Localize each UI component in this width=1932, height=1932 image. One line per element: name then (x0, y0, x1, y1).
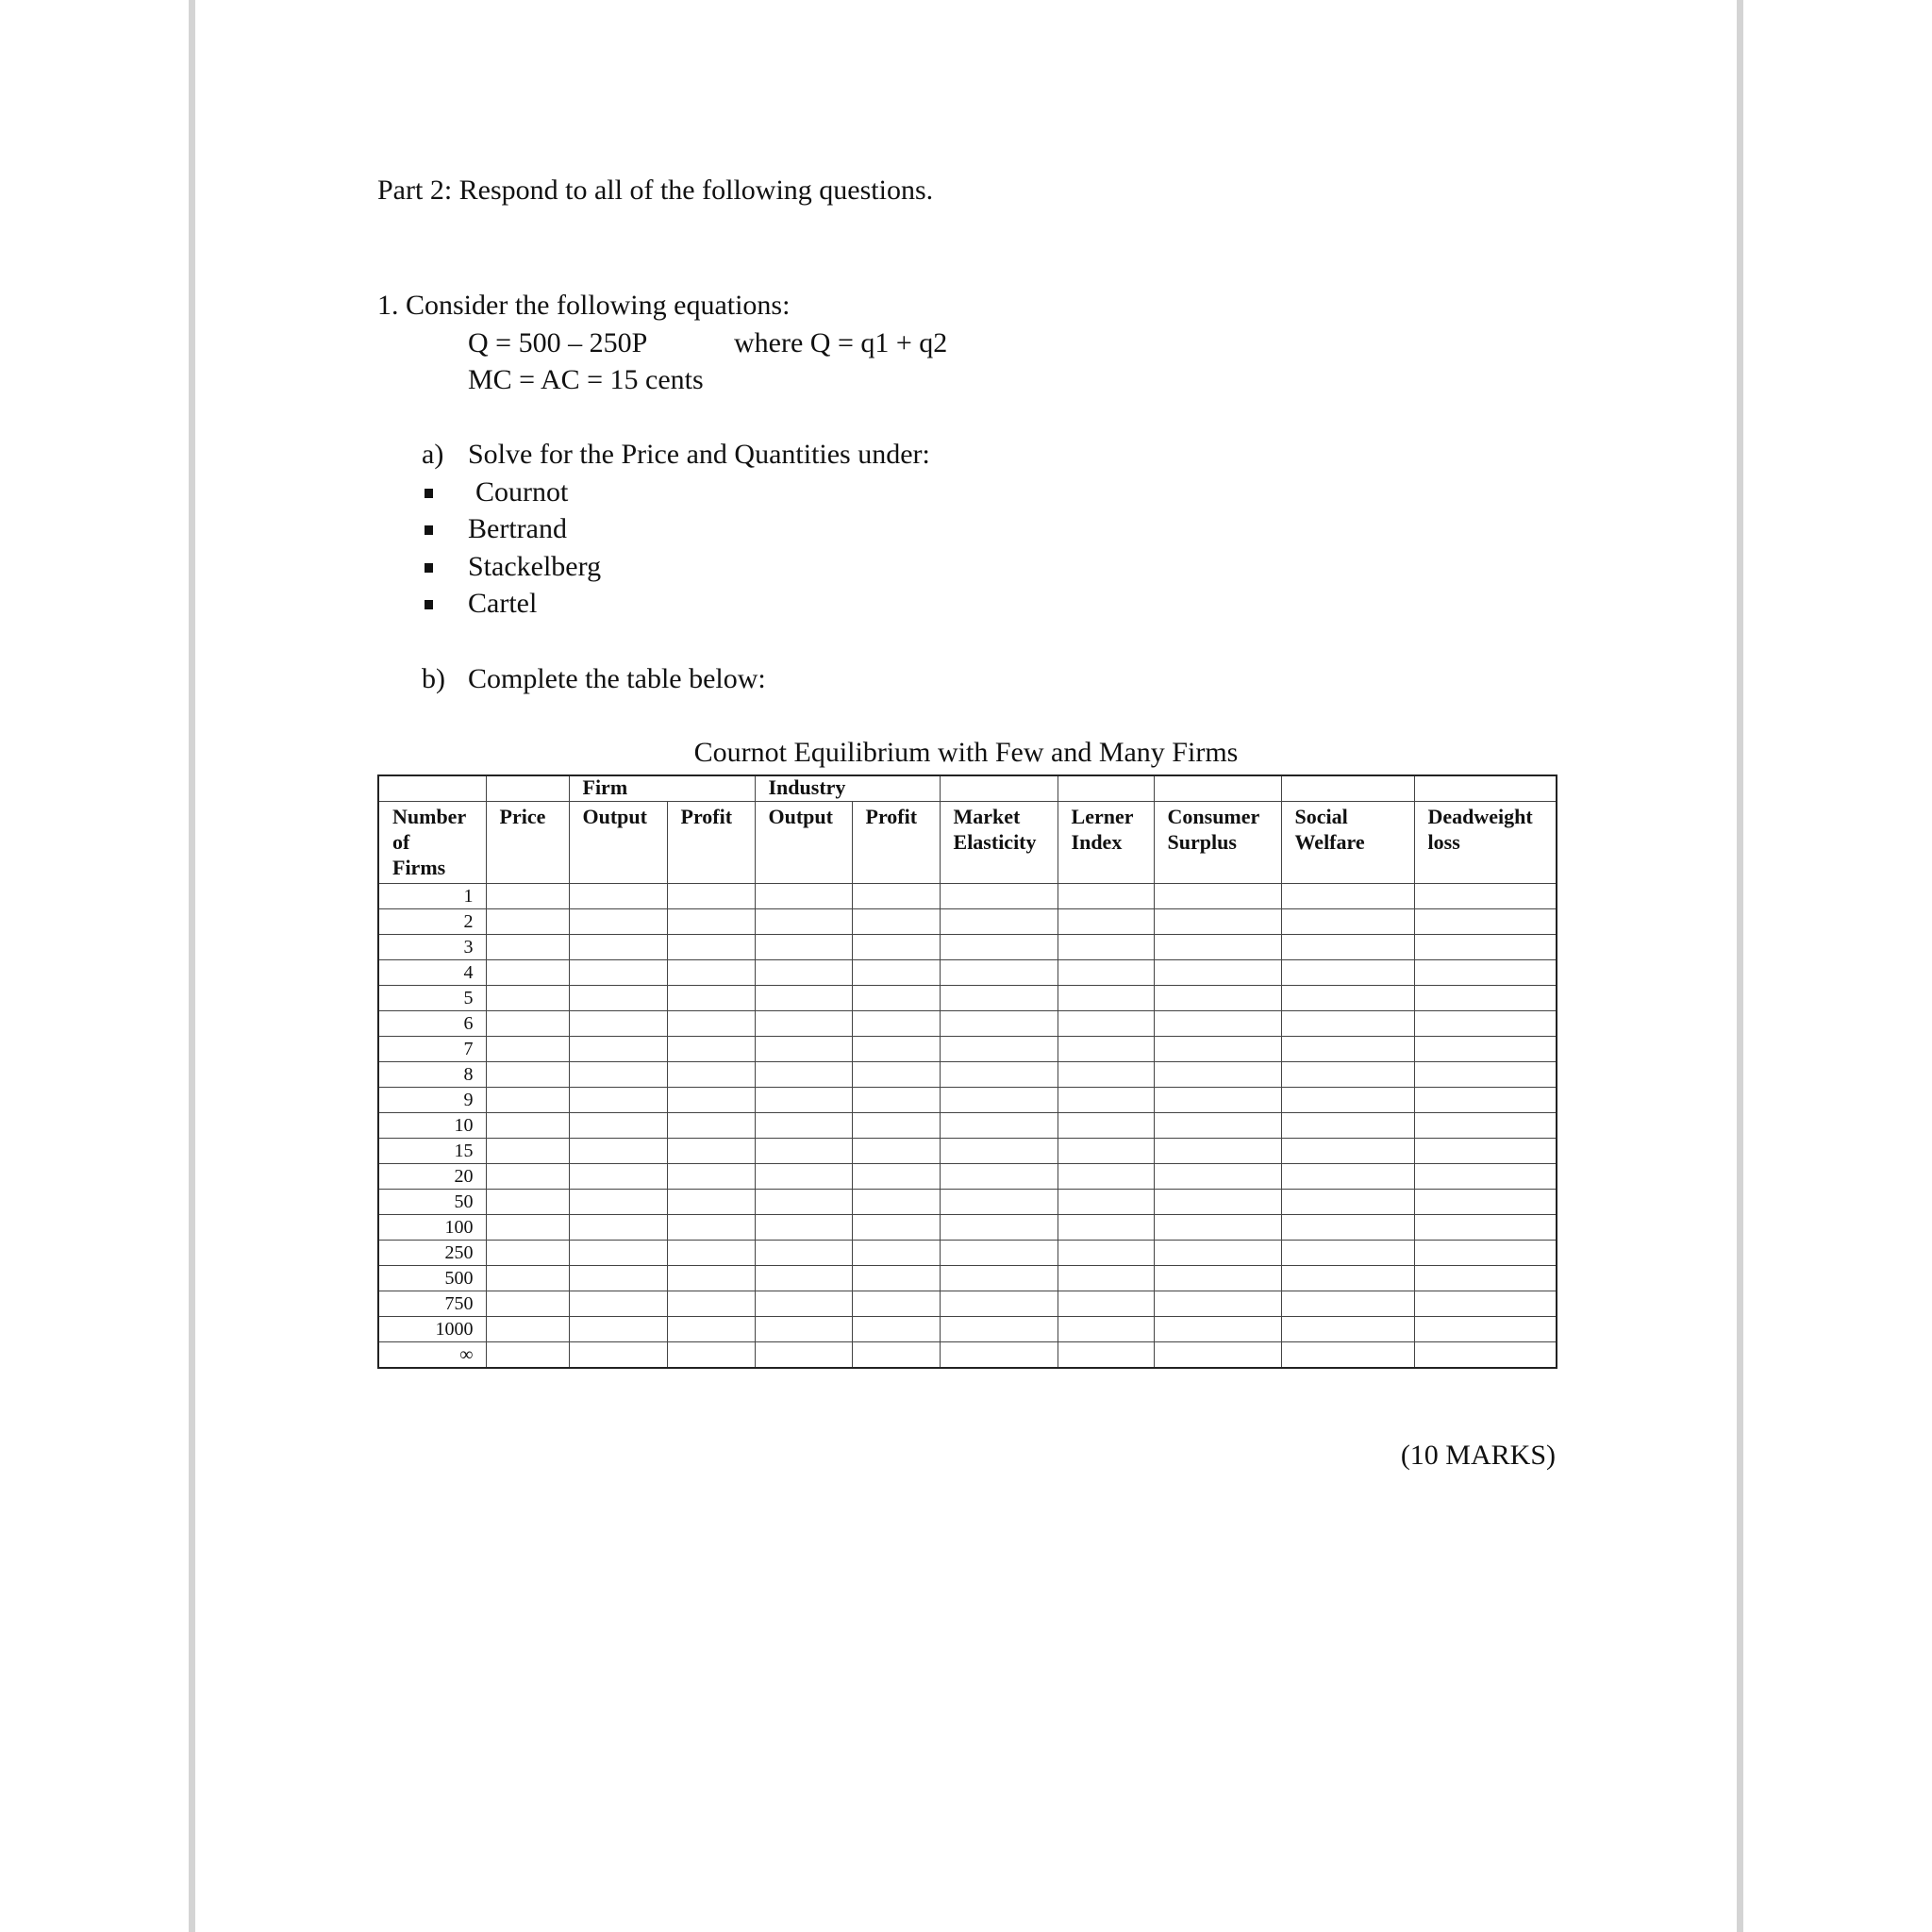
table-row (378, 1011, 1557, 1037)
cost-equation: MC = AC = 15 cents (468, 364, 704, 395)
answer-cell[interactable] (940, 1088, 1058, 1113)
header-line: Price (499, 805, 546, 828)
header-line: Profit (680, 805, 733, 828)
answer-cell[interactable] (755, 986, 852, 1011)
answer-cell[interactable] (852, 1215, 940, 1241)
answer-cell[interactable] (1154, 1037, 1281, 1062)
table-row (378, 1241, 1557, 1266)
firm-count-cell: 1 (378, 884, 486, 909)
answer-cell[interactable] (1154, 1011, 1281, 1037)
answer-cell[interactable] (1058, 1062, 1154, 1088)
answer-cell[interactable] (667, 1062, 755, 1088)
answer-cell[interactable] (1281, 1011, 1414, 1037)
header-lerner-index (1058, 802, 1154, 884)
firm-group-label: Firm (582, 775, 628, 799)
answer-cell[interactable] (1414, 1190, 1557, 1215)
answer-cell[interactable] (569, 986, 667, 1011)
firm-count-cell: 9 (378, 1088, 486, 1113)
answer-cell[interactable] (755, 1291, 852, 1317)
table-row (378, 1266, 1557, 1291)
answer-cell[interactable] (1058, 960, 1154, 986)
header-line: Consumer (1167, 805, 1260, 828)
table-row (378, 1342, 1557, 1369)
table-row (378, 1291, 1557, 1317)
answer-cell[interactable] (1281, 1113, 1414, 1139)
answer-cell[interactable] (1414, 1062, 1557, 1088)
header-cell (1058, 775, 1154, 802)
header-line: Deadweight (1427, 805, 1533, 828)
answer-cell[interactable] (852, 1190, 940, 1215)
answer-cell[interactable] (667, 1266, 755, 1291)
answer-cell[interactable] (1058, 1088, 1154, 1113)
answer-cell[interactable] (755, 960, 852, 986)
header-line: Profit (865, 805, 918, 828)
answer-cell[interactable] (1281, 1164, 1414, 1190)
header-cell (378, 775, 486, 802)
table-row (378, 986, 1557, 1011)
answer-cell[interactable] (486, 1011, 569, 1037)
answer-cell[interactable] (1414, 1113, 1557, 1139)
answer-cell[interactable] (569, 1317, 667, 1342)
answer-cell[interactable] (1281, 1317, 1414, 1342)
answer-cell[interactable] (1414, 1291, 1557, 1317)
answer-cell[interactable] (940, 1317, 1058, 1342)
answer-cell[interactable] (667, 1037, 755, 1062)
table-row (378, 1088, 1557, 1113)
header-industry-profit (852, 802, 940, 884)
answer-cell[interactable] (486, 1037, 569, 1062)
answer-cell[interactable] (667, 1342, 755, 1369)
cournot-table (377, 774, 1557, 1369)
answer-cell[interactable] (852, 1062, 940, 1088)
header-number-of-firms (378, 802, 486, 884)
header-consumer-surplus (1154, 802, 1281, 884)
answer-cell[interactable] (852, 1266, 940, 1291)
answer-cell[interactable] (755, 1164, 852, 1190)
answer-cell[interactable] (1154, 1139, 1281, 1164)
item-cartel: Cartel (468, 588, 538, 619)
answer-cell[interactable] (1154, 935, 1281, 960)
answer-cell[interactable] (486, 1291, 569, 1317)
answer-cell[interactable] (569, 909, 667, 935)
bullet-icon (425, 489, 433, 498)
answer-cell[interactable] (486, 1164, 569, 1190)
firm-count-cell: 6 (378, 1011, 486, 1037)
answer-cell[interactable] (940, 909, 1058, 935)
answer-cell[interactable] (940, 1062, 1058, 1088)
answer-cell[interactable] (1281, 1266, 1414, 1291)
table-row (378, 1037, 1557, 1062)
answer-cell[interactable] (486, 1062, 569, 1088)
firm-count-cell: 20 (378, 1164, 486, 1190)
answer-cell[interactable] (1281, 1062, 1414, 1088)
answer-cell[interactable] (1281, 1241, 1414, 1266)
answer-cell[interactable] (569, 1266, 667, 1291)
answer-cell[interactable] (755, 1342, 852, 1369)
answer-cell[interactable] (1414, 960, 1557, 986)
page-left-edge (189, 0, 195, 1932)
header-firm-output (569, 802, 667, 884)
firm-count-cell: 2 (378, 909, 486, 935)
bullet-icon (425, 600, 433, 609)
table-row (378, 1164, 1557, 1190)
header-cell (1414, 775, 1557, 802)
answer-cell[interactable] (755, 884, 852, 909)
answer-cell[interactable] (852, 986, 940, 1011)
answer-cell[interactable] (1058, 986, 1154, 1011)
answer-cell[interactable] (1154, 1291, 1281, 1317)
answer-cell[interactable] (486, 986, 569, 1011)
answer-cell[interactable] (1154, 1241, 1281, 1266)
answer-cell[interactable] (569, 1342, 667, 1369)
answer-cell[interactable] (1414, 1139, 1557, 1164)
answer-cell[interactable] (1414, 1241, 1557, 1266)
firm-count-cell: 3 (378, 935, 486, 960)
header-line: Index (1071, 830, 1123, 854)
answer-cell[interactable] (1154, 960, 1281, 986)
answer-cell[interactable] (569, 884, 667, 909)
answer-cell[interactable] (940, 1291, 1058, 1317)
answer-cell[interactable] (1414, 1037, 1557, 1062)
answer-cell[interactable] (1414, 1266, 1557, 1291)
answer-cell[interactable] (1414, 884, 1557, 909)
answer-cell[interactable] (569, 1291, 667, 1317)
firm-count-cell: 8 (378, 1062, 486, 1088)
header-line: of (392, 830, 410, 854)
answer-cell[interactable] (1154, 909, 1281, 935)
answer-cell[interactable] (1414, 1011, 1557, 1037)
answer-cell[interactable] (1154, 1266, 1281, 1291)
answer-cell[interactable] (667, 986, 755, 1011)
firm-count-cell: 250 (378, 1241, 486, 1266)
answer-cell[interactable] (667, 1317, 755, 1342)
table-title: Cournot Equilibrium with Few and Many Firms (693, 737, 1239, 768)
answer-cell[interactable] (1154, 1113, 1281, 1139)
answer-cell[interactable] (755, 1113, 852, 1139)
answer-cell[interactable] (1058, 1011, 1154, 1037)
table-row (378, 1190, 1557, 1215)
answer-cell[interactable] (1058, 1342, 1154, 1369)
answer-cell[interactable] (486, 1190, 569, 1215)
answer-cell[interactable] (755, 1241, 852, 1266)
answer-cell[interactable] (486, 1342, 569, 1369)
answer-cell[interactable] (940, 1190, 1058, 1215)
answer-cell[interactable] (1414, 1215, 1557, 1241)
table-row (378, 884, 1557, 909)
table-row (378, 1317, 1557, 1342)
answer-cell[interactable] (940, 1164, 1058, 1190)
answer-cell[interactable] (667, 884, 755, 909)
answer-cell[interactable] (667, 1190, 755, 1215)
header-firm-profit (667, 802, 755, 884)
answer-cell[interactable] (1154, 884, 1281, 909)
header-price (486, 802, 569, 884)
answer-cell[interactable] (486, 1139, 569, 1164)
answer-cell[interactable] (940, 1037, 1058, 1062)
answer-cell[interactable] (1281, 960, 1414, 986)
answer-cell[interactable] (755, 1317, 852, 1342)
industry-group-header (755, 775, 940, 802)
answer-cell[interactable] (486, 1317, 569, 1342)
firm-count-cell: 5 (378, 986, 486, 1011)
answer-cell[interactable] (1154, 1190, 1281, 1215)
answer-cell[interactable] (486, 1088, 569, 1113)
header-line: Number (392, 805, 467, 828)
answer-cell[interactable] (486, 884, 569, 909)
group-header-row (378, 775, 1557, 802)
answer-cell[interactable] (755, 935, 852, 960)
answer-cell[interactable] (940, 1113, 1058, 1139)
answer-cell[interactable] (1281, 1291, 1414, 1317)
answer-cell[interactable] (569, 1215, 667, 1241)
answer-cell[interactable] (569, 1062, 667, 1088)
answer-cell[interactable] (569, 1088, 667, 1113)
part-a-text: Solve for the Price and Quantities under: (468, 439, 930, 470)
answer-cell[interactable] (667, 1113, 755, 1139)
answer-cell[interactable] (1281, 986, 1414, 1011)
answer-cell[interactable] (667, 1088, 755, 1113)
answer-cell[interactable] (755, 1266, 852, 1291)
answer-cell[interactable] (667, 1215, 755, 1241)
firm-count-cell: ∞ (378, 1342, 486, 1369)
answer-cell[interactable] (1058, 1215, 1154, 1241)
answer-cell[interactable] (852, 909, 940, 935)
item-stackelberg: Stackelberg (468, 551, 602, 582)
firm-count-cell: 7 (378, 1037, 486, 1062)
page-right-edge (1737, 0, 1743, 1932)
answer-cell[interactable] (667, 960, 755, 986)
firm-count-cell: 15 (378, 1139, 486, 1164)
marks-label: (10 MARKS) (1400, 1440, 1556, 1471)
header-industry-output (755, 802, 852, 884)
bullet-icon (425, 563, 433, 573)
answer-cell[interactable] (667, 1011, 755, 1037)
answer-cell[interactable] (940, 960, 1058, 986)
demand-equation: Q = 500 – 250P (468, 327, 648, 358)
question-1-intro: 1. Consider the following equations: (377, 290, 791, 321)
answer-cell[interactable] (852, 884, 940, 909)
answer-cell[interactable] (1281, 1190, 1414, 1215)
answer-cell[interactable] (486, 1241, 569, 1266)
firm-count-cell: 50 (378, 1190, 486, 1215)
answer-cell[interactable] (1058, 884, 1154, 909)
answer-cell[interactable] (852, 1291, 940, 1317)
item-cournot: Cournot (475, 476, 569, 508)
header-line: Elasticity (953, 830, 1037, 854)
table-row (378, 935, 1557, 960)
answer-cell[interactable] (755, 1088, 852, 1113)
answer-cell[interactable] (569, 1190, 667, 1215)
answer-cell[interactable] (1281, 909, 1414, 935)
part-b-text: Complete the table below: (468, 663, 766, 694)
answer-cell[interactable] (852, 1317, 940, 1342)
answer-cell[interactable] (486, 935, 569, 960)
firm-count-cell: 500 (378, 1266, 486, 1291)
firm-count-cell: 4 (378, 960, 486, 986)
answer-cell[interactable] (852, 1088, 940, 1113)
answer-cell[interactable] (852, 935, 940, 960)
answer-cell[interactable] (940, 1011, 1058, 1037)
table-row (378, 909, 1557, 935)
part-a-label: a) (422, 439, 444, 470)
answer-cell[interactable] (940, 1266, 1058, 1291)
answer-cell[interactable] (1058, 1291, 1154, 1317)
table-row (378, 960, 1557, 986)
column-header-row (378, 802, 1557, 884)
table-row (378, 1139, 1557, 1164)
header-social-welfare (1281, 802, 1414, 884)
header-line: Output (582, 805, 647, 828)
answer-cell[interactable] (1281, 1088, 1414, 1113)
answer-cell[interactable] (569, 960, 667, 986)
answer-cell[interactable] (1414, 909, 1557, 935)
answer-cell[interactable] (940, 884, 1058, 909)
answer-cell[interactable] (852, 1113, 940, 1139)
quantity-definition: where Q = q1 + q2 (734, 327, 948, 358)
header-cell (940, 775, 1058, 802)
header-cell (1154, 775, 1281, 802)
answer-cell[interactable] (486, 960, 569, 986)
answer-cell[interactable] (486, 1266, 569, 1291)
answer-cell[interactable] (755, 909, 852, 935)
answer-cell[interactable] (852, 1139, 940, 1164)
answer-cell[interactable] (755, 1139, 852, 1164)
answer-cell[interactable] (1154, 986, 1281, 1011)
answer-cell[interactable] (569, 1037, 667, 1062)
answer-cell[interactable] (755, 1062, 852, 1088)
answer-cell[interactable] (755, 1190, 852, 1215)
header-line: Market (953, 805, 1021, 828)
answer-cell[interactable] (1058, 1190, 1154, 1215)
header-line: Lerner (1071, 805, 1134, 828)
answer-cell[interactable] (755, 1037, 852, 1062)
answer-cell[interactable] (1058, 1113, 1154, 1139)
header-market-elasticity (940, 802, 1058, 884)
answer-cell[interactable] (1414, 986, 1557, 1011)
industry-group-label: Industry (768, 775, 846, 799)
header-line: Social (1294, 805, 1348, 828)
answer-cell[interactable] (1281, 1215, 1414, 1241)
answer-cell[interactable] (852, 960, 940, 986)
answer-cell[interactable] (667, 1291, 755, 1317)
answer-cell[interactable] (755, 1011, 852, 1037)
header-deadweight-loss (1414, 802, 1557, 884)
answer-cell[interactable] (1058, 909, 1154, 935)
answer-cell[interactable] (1058, 1139, 1154, 1164)
answer-cell[interactable] (940, 986, 1058, 1011)
answer-cell[interactable] (940, 1139, 1058, 1164)
answer-cell[interactable] (852, 1037, 940, 1062)
answer-cell[interactable] (1154, 1342, 1281, 1369)
answer-cell[interactable] (1281, 1342, 1414, 1369)
answer-cell[interactable] (1154, 1317, 1281, 1342)
header-line: Firms (392, 856, 446, 879)
answer-cell[interactable] (940, 1215, 1058, 1241)
part-heading: Part 2: Respond to all of the following questions. (377, 175, 934, 206)
answer-cell[interactable] (569, 1139, 667, 1164)
answer-cell[interactable] (667, 935, 755, 960)
answer-cell[interactable] (852, 1241, 940, 1266)
table-body (378, 884, 1557, 1369)
header-cell (1281, 775, 1414, 802)
answer-cell[interactable] (569, 1164, 667, 1190)
answer-cell[interactable] (852, 1011, 940, 1037)
answer-cell[interactable] (1154, 1164, 1281, 1190)
header-line: Surplus (1167, 830, 1237, 854)
table-row (378, 1062, 1557, 1088)
firm-count-cell: 100 (378, 1215, 486, 1241)
answer-cell[interactable] (486, 1215, 569, 1241)
answer-cell[interactable] (667, 909, 755, 935)
answer-cell[interactable] (1058, 1164, 1154, 1190)
answer-cell[interactable] (1058, 1266, 1154, 1291)
answer-cell[interactable] (755, 1215, 852, 1241)
answer-cell[interactable] (1154, 1215, 1281, 1241)
answer-cell[interactable] (1154, 1062, 1281, 1088)
part-b-label: b) (422, 663, 445, 694)
answer-cell[interactable] (569, 1011, 667, 1037)
answer-cell[interactable] (852, 1342, 940, 1369)
answer-cell[interactable] (486, 909, 569, 935)
answer-cell[interactable] (667, 1241, 755, 1266)
answer-cell[interactable] (486, 1113, 569, 1139)
answer-cell[interactable] (1414, 1317, 1557, 1342)
answer-cell[interactable] (1058, 1037, 1154, 1062)
header-line: Output (768, 805, 833, 828)
answer-cell[interactable] (569, 1241, 667, 1266)
answer-cell[interactable] (940, 1241, 1058, 1266)
header-line: Welfare (1294, 830, 1365, 854)
table-row (378, 1215, 1557, 1241)
answer-cell[interactable] (1281, 1139, 1414, 1164)
item-bertrand: Bertrand (468, 513, 567, 544)
answer-cell[interactable] (1414, 1342, 1557, 1369)
answer-cell[interactable] (1414, 1088, 1557, 1113)
firm-count-cell: 1000 (378, 1317, 486, 1342)
answer-cell[interactable] (1281, 935, 1414, 960)
answer-cell[interactable] (569, 1113, 667, 1139)
answer-cell[interactable] (1058, 1317, 1154, 1342)
answer-cell[interactable] (1281, 884, 1414, 909)
header-line: loss (1427, 830, 1460, 854)
answer-cell[interactable] (852, 1164, 940, 1190)
header-cell (486, 775, 569, 802)
table-row (378, 1113, 1557, 1139)
answer-cell[interactable] (667, 1139, 755, 1164)
bullet-icon (425, 525, 433, 535)
answer-cell[interactable] (569, 935, 667, 960)
answer-cell[interactable] (1058, 935, 1154, 960)
answer-cell[interactable] (1154, 1088, 1281, 1113)
firm-count-cell: 750 (378, 1291, 486, 1317)
answer-cell[interactable] (1414, 1164, 1557, 1190)
answer-cell[interactable] (1414, 935, 1557, 960)
answer-cell[interactable] (940, 1342, 1058, 1369)
answer-cell[interactable] (1281, 1037, 1414, 1062)
answer-cell[interactable] (940, 935, 1058, 960)
firm-group-header (569, 775, 755, 802)
answer-cell[interactable] (1058, 1241, 1154, 1266)
firm-count-cell: 10 (378, 1113, 486, 1139)
answer-cell[interactable] (667, 1164, 755, 1190)
